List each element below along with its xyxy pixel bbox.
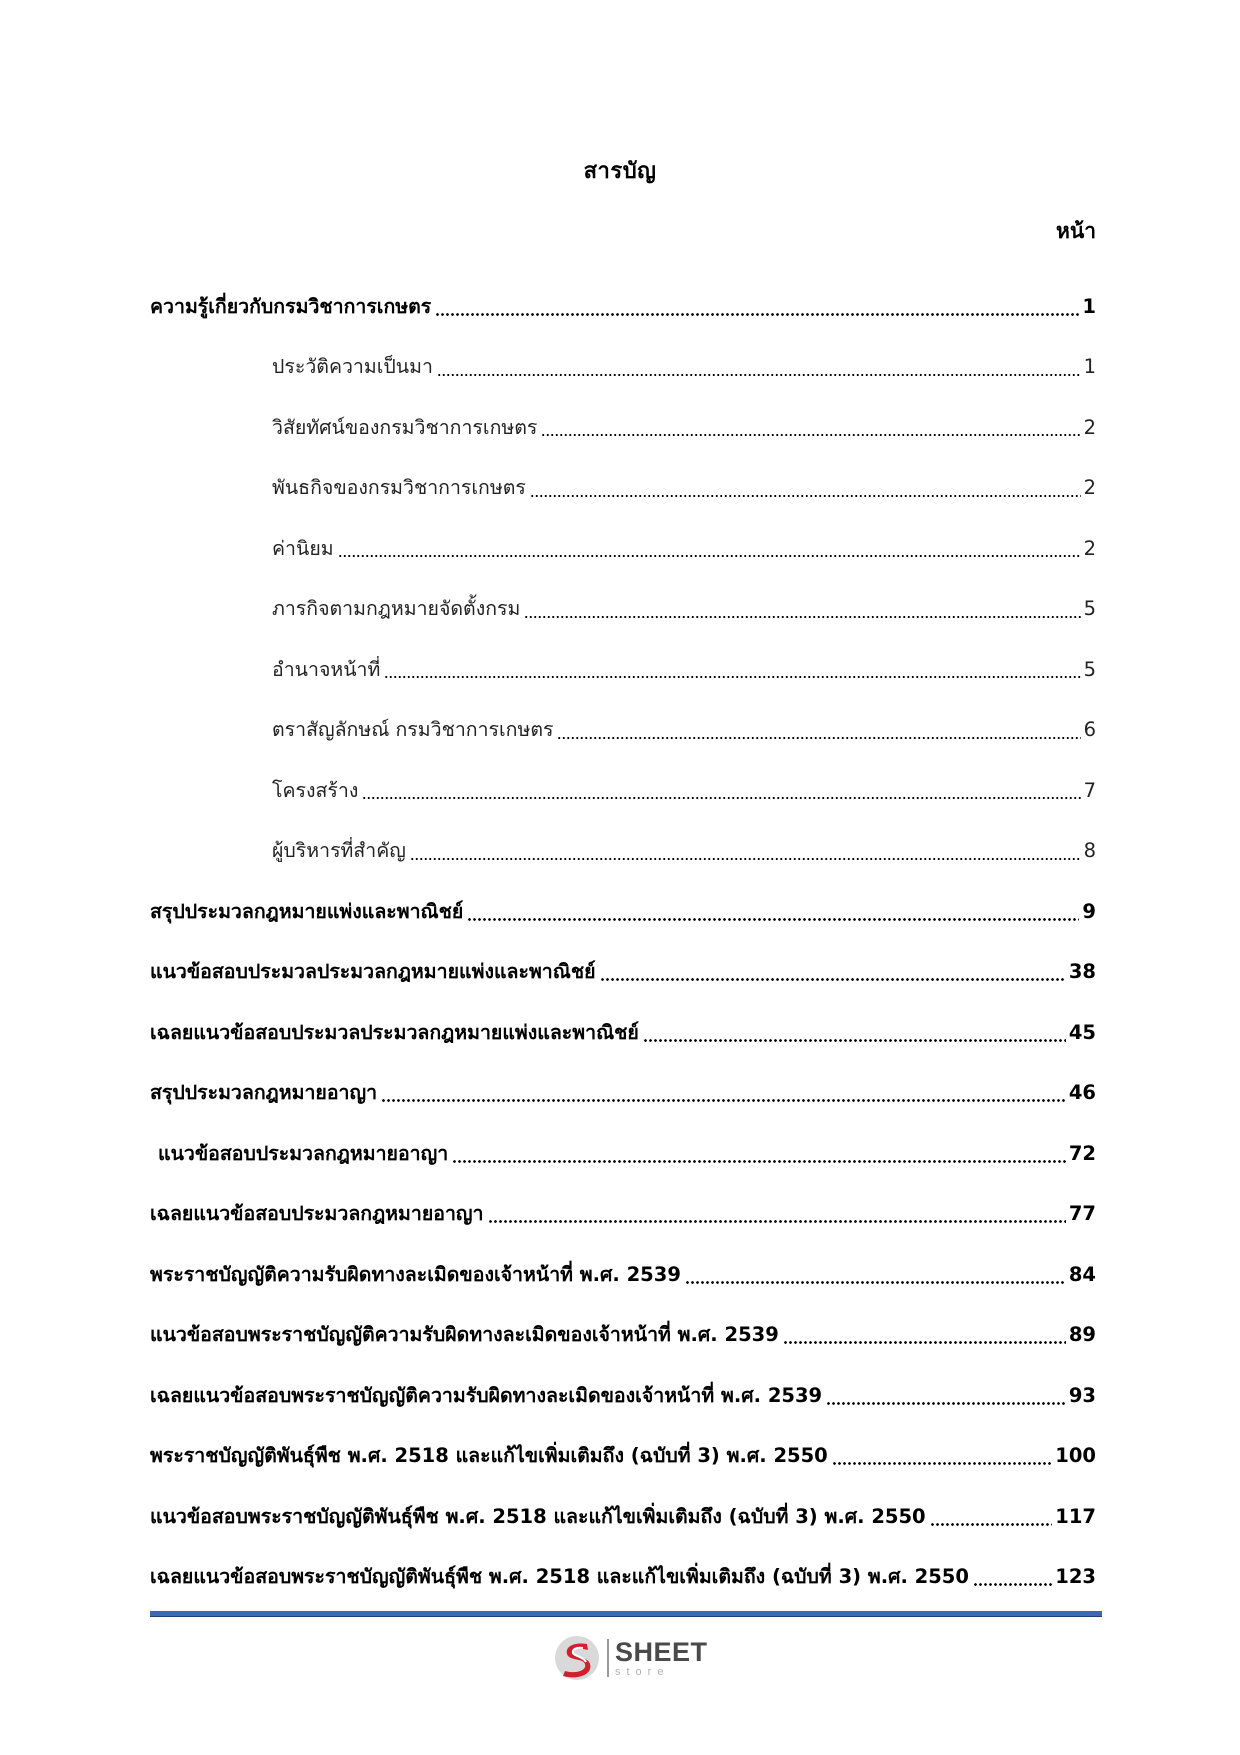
toc-page-number: 72 <box>1068 1141 1096 1165</box>
dot-leader <box>452 1160 1066 1163</box>
toc-subentry <box>150 458 1096 519</box>
toc-page-number: 77 <box>1068 1202 1096 1226</box>
dot-leader <box>685 1281 1066 1284</box>
toc-page-number: 93 <box>1068 1383 1096 1407</box>
toc-entry-title: พระราชบัญญัติความรับผิดทางละเมิดของเจ้าหน้าที่ พ.ศ. 2539 <box>150 1262 681 1286</box>
toc-entry <box>150 1426 1096 1487</box>
toc-entry-title: เฉลยแนวข้อสอบพระราชบัญญัติความรับผิดทางละเมิดของเจ้าหน้าที่ พ.ศ. 2539 <box>150 1383 823 1407</box>
toc-entry <box>150 942 1096 1003</box>
toc-entry <box>150 881 1096 942</box>
toc-page-number: 84 <box>1068 1262 1096 1286</box>
dot-leader <box>832 1462 1053 1465</box>
dot-leader <box>410 858 1081 860</box>
toc-subentry <box>150 700 1096 761</box>
toc-entry <box>150 1184 1096 1245</box>
toc-entry <box>150 276 1096 337</box>
page-title: สารบัญ <box>583 159 657 184</box>
toc-page-number: 1 <box>1083 355 1096 379</box>
toc-page-number: 8 <box>1083 839 1096 863</box>
toc-subentry <box>150 397 1096 458</box>
dot-leader <box>930 1523 1053 1526</box>
dot-leader <box>524 616 1080 618</box>
toc-entry <box>150 1244 1096 1305</box>
toc-entry-title: ภารกิจตามกฎหมายจัดตั้งกรม <box>272 597 521 621</box>
logo-wordmark: SHEET <box>615 1636 708 1667</box>
toc-page-number: 89 <box>1068 1323 1096 1347</box>
toc-subentry <box>150 760 1096 821</box>
toc-entry-title: พันธกิจของกรมวิชาการเกษตร <box>272 476 526 500</box>
toc-entry <box>150 1123 1096 1184</box>
toc-entry-title: แนวข้อสอบประมวลกฎหมายอาญา <box>158 1141 449 1165</box>
dot-leader <box>488 1220 1066 1223</box>
toc-entry-title: อำนาจหน้าที่ <box>272 657 381 681</box>
sheet-store-logo <box>553 1632 723 1684</box>
toc-entry-title: ประวัติความเป็นมา <box>272 355 433 379</box>
dot-leader <box>530 495 1081 497</box>
toc-entry-title: พระราชบัญญัติพันธุ์พืช พ.ศ. 2518 และแก้ไขเพิ่มเติมถึง (ฉบับที่ 3) พ.ศ. 2550 <box>150 1444 828 1468</box>
toc-entry-title: ความรู้เกี่ยวกับกรมวิชาการเกษตร <box>150 294 432 318</box>
toc-subentry <box>150 518 1096 579</box>
toc-page-number: 2 <box>1083 476 1096 500</box>
toc-page-number: 117 <box>1055 1504 1096 1528</box>
toc-entry <box>150 1002 1096 1063</box>
toc-subentry <box>150 639 1096 700</box>
toc-entry-title: แนวข้อสอบประมวลประมวลกฎหมายแพ่งและพาณิชย์ <box>150 960 596 984</box>
logo-separator <box>607 1639 609 1677</box>
dot-leader <box>437 374 1081 376</box>
toc-entry-title: แนวข้อสอบพระราชบัญญัติความรับผิดทางละเมิดของเจ้าหน้าที่ พ.ศ. 2539 <box>150 1323 779 1347</box>
dot-leader <box>362 797 1080 799</box>
logo-subtitle: store <box>615 1665 670 1678</box>
toc-page-number: 100 <box>1055 1444 1096 1468</box>
toc-page-number: 46 <box>1068 1081 1096 1105</box>
dot-leader <box>381 1099 1066 1102</box>
toc-entry-title: ผู้บริหารที่สำคัญ <box>272 839 406 863</box>
toc-page-number: 7 <box>1083 778 1096 802</box>
toc-page-number: 123 <box>1055 1565 1096 1589</box>
dot-leader <box>783 1341 1066 1344</box>
toc-entry-title: แนวข้อสอบพระราชบัญญัติพันธุ์พืช พ.ศ. 2518 และแก้ไขเพิ่มเติมถึง (ฉบับที่ 3) พ.ศ. 2550 <box>150 1504 926 1528</box>
dot-leader <box>384 676 1080 678</box>
toc-page-number: 5 <box>1083 597 1096 621</box>
toc-entry-title: เฉลยแนวข้อสอบประมวลประมวลกฎหมายแพ่งและพาณิชย์ <box>150 1020 639 1044</box>
toc-entry-title: วิสัยทัศน์ของกรมวิชาการเกษตร <box>272 415 538 439</box>
toc-page-number: 2 <box>1083 415 1096 439</box>
toc-entry-title: ตราสัญลักษณ์ กรมวิชาการเกษตร <box>272 718 554 742</box>
dot-leader <box>826 1402 1066 1405</box>
toc-entry <box>150 1547 1096 1608</box>
toc-page-number: 6 <box>1083 718 1096 742</box>
toc-page-number: 9 <box>1082 899 1096 923</box>
table-of-contents <box>150 276 1096 1607</box>
toc-subentry <box>150 821 1096 882</box>
toc-subentry <box>150 579 1096 640</box>
dot-leader <box>557 737 1080 739</box>
dot-leader <box>338 555 1081 557</box>
toc-page-number: 2 <box>1083 536 1096 560</box>
dot-leader <box>435 313 1079 316</box>
toc-page-number: 1 <box>1082 294 1096 318</box>
toc-entry-title: ค่านิยม <box>272 536 334 560</box>
dot-leader <box>643 1039 1066 1042</box>
toc-entry-title: สรุปประมวลกฎหมายอาญา <box>150 1081 378 1105</box>
footer-rule <box>150 1611 1102 1617</box>
toc-subentry <box>150 337 1096 398</box>
dot-leader <box>467 918 1079 921</box>
sheet-store-s-logo-icon <box>553 1634 601 1682</box>
logo-text <box>615 1636 708 1678</box>
toc-entry-title: โครงสร้าง <box>272 778 359 802</box>
toc-entry <box>150 1305 1096 1366</box>
dot-leader <box>600 978 1066 981</box>
dot-leader <box>973 1583 1052 1586</box>
toc-entry-title: เฉลยแนวข้อสอบประมวลกฎหมายอาญา <box>150 1202 484 1226</box>
toc-page-number: 38 <box>1068 960 1096 984</box>
toc-page-number: 45 <box>1068 1020 1096 1044</box>
toc-page-number: 5 <box>1083 657 1096 681</box>
dot-leader <box>541 434 1080 436</box>
toc-entry <box>150 1063 1096 1124</box>
toc-entry-title: สรุปประมวลกฎหมายแพ่งและพาณิชย์ <box>150 899 464 923</box>
toc-entry <box>150 1365 1096 1426</box>
toc-entry <box>150 1486 1096 1547</box>
toc-entry-title: เฉลยแนวข้อสอบพระราชบัญญัติพันธุ์พืช พ.ศ. 2518 และแก้ไขเพิ่มเติมถึง (ฉบับที่ 3) พ.ศ. 2550 <box>150 1565 969 1589</box>
page-number-column-header: หน้า <box>1056 219 1096 243</box>
